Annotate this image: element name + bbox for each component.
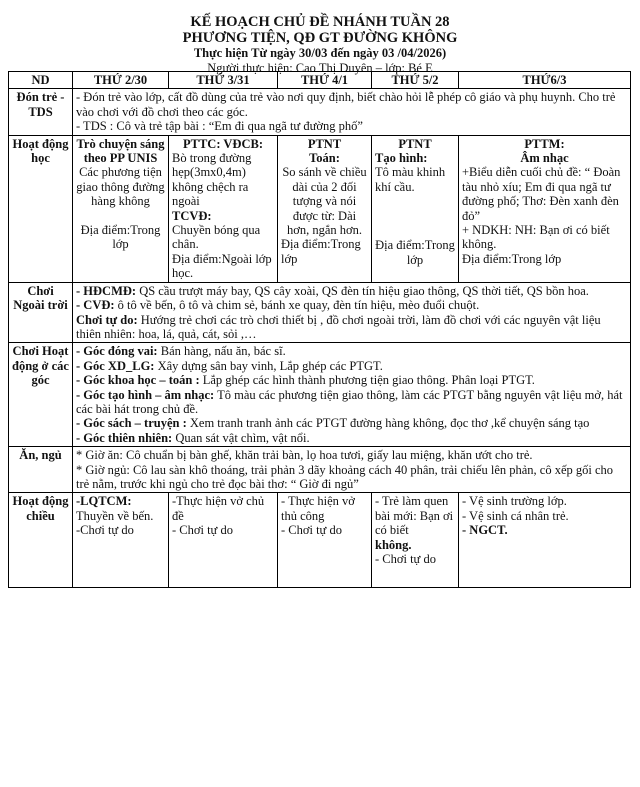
chieu-fri-line: - Vệ sinh cá nhân trẻ. xyxy=(462,508,569,523)
list-item xyxy=(76,416,627,430)
chieu-mon-line: -LQTCM: xyxy=(76,494,132,509)
goc-text: Lắp ghép các hình thành phương tiện giao thông. Phân loại PTGT. xyxy=(199,373,535,388)
goc-text: Quan sát vật chìm, vật nổi. xyxy=(172,430,310,445)
row-label-hoat-dong-chieu: Hoạt động chiều xyxy=(9,493,73,588)
hdh-mon-title: Trò chuyện sáng theo PP UNIS xyxy=(76,136,165,166)
col-header-fri: THỨ6/3 xyxy=(459,72,631,89)
hdh-wed-place: Địa điểm:Trong lớp xyxy=(281,237,361,266)
hdh-thu-sub: Tạo hình: xyxy=(375,151,428,166)
chieu-wed-line: - Chơi tự do xyxy=(281,523,342,538)
title-line-1: KẾ HOẠCH CHỦ ĐỀ NHÁNH TUẦN 28 xyxy=(190,14,450,30)
document-header xyxy=(0,14,640,75)
hdh-wed-body: So sánh về chiều dài của 2 đối tượng và nói được từ: Dài hơn, ngắn hơn. xyxy=(282,165,367,238)
weekly-plan-table xyxy=(8,71,631,588)
goc-name: - Góc sách – truyện : xyxy=(76,416,187,431)
chieu-mon-line: Thuyền về bến. xyxy=(76,508,154,523)
row-label-choi-goc: Chơi Hoạt động ở các góc xyxy=(9,343,73,447)
row-choi-ngoai-troi xyxy=(9,282,631,343)
chieu-fri xyxy=(459,493,631,588)
row-an-ngu xyxy=(9,447,631,493)
chieu-fri-line: - Vệ sinh trường lớp. xyxy=(462,494,567,509)
chieu-thu-line: không. xyxy=(375,537,412,552)
hdh-thu-place: Địa điểm:Trong lớp xyxy=(375,238,455,267)
row-label-hoat-dong-hoc: Hoạt động học xyxy=(9,135,73,282)
row-label-don-tre: Đón trẻ - TDS xyxy=(9,89,73,135)
hdh-tue-body3: Chuyền bóng qua chân. xyxy=(172,223,261,252)
row-hoat-dong-chieu xyxy=(9,493,631,588)
hdh-tue-body2: hẹp(3mx0,4m) không chệch ra ngoài xyxy=(172,165,249,209)
hdcmd-text: QS cầu trượt máy bay, QS cây xoài, QS đèn tín hiệu giao thông, QS thời tiết, QS bồn hoa. xyxy=(136,283,589,298)
hdh-fri-body: +Biểu diễn cuối chủ đề: “ Đoàn tàu nhỏ xíu; Em đi qua ngã tư đường phố; Thơ: Đèn xanh đèn đỏ” xyxy=(462,165,621,223)
hdh-wed-title: PTNT xyxy=(307,136,342,151)
row-label-choi-ngoai-troi: Chơi Ngoài trời xyxy=(9,282,73,343)
cvd-label: - CVĐ: xyxy=(76,298,115,313)
hdh-fri-sub: Âm nhạc xyxy=(520,151,569,166)
tds-text: - TDS : Cô và trẻ tập bài : “Em đi qua ngã tư đường phố” xyxy=(76,119,363,134)
chieu-wed xyxy=(278,493,372,588)
goc-text: Tô màu các phương tiện giao thông, làm các PTGT bằng nguyên vật liệu mở, hát các bài hát trong chủ đề. xyxy=(76,387,623,416)
gio-an-text: * Giờ ăn: Cô chuẩn bị bàn ghế, khăn trải bàn, lọ hoa tươi, giấy lau miệng, khăn ướt cho trẻ. xyxy=(76,448,533,463)
hdh-fri-ndkh: + NDKH: NH: Bạn ơi có biết không. xyxy=(462,223,610,252)
chieu-fri-line: - NGCT. xyxy=(462,523,508,538)
goc-text: Xây dựng sân bay vinh, Lắp ghép các PTGT. xyxy=(154,358,383,373)
ctd-label: Chơi tự do: xyxy=(76,312,138,327)
gio-ngu-text: * Giờ ngủ: Cô lau sàn khô thoáng, trải phản 3 dãy khoảng cách 40 phân, trải chiếu lên phản, cô xếp gối cho trẻ nằm, trước khi ngủ cho trẻ đọc bài thơ: “ Giờ đi ngủ” xyxy=(76,462,614,491)
goc-name: - Góc thiên nhiên: xyxy=(76,430,173,445)
chieu-thu-line: - Chơi tự do xyxy=(375,552,436,566)
chieu-thu xyxy=(372,493,459,588)
choi-ngoai-troi-content xyxy=(73,282,631,343)
hdh-fri-title: PTTM: xyxy=(524,136,565,151)
goc-text: Bán hàng, nấu ăn, bác sĩ. xyxy=(157,344,286,359)
chieu-wed-line: - Thực hiện vở thủ công xyxy=(281,494,355,523)
hdh-mon-place: Địa điểm:Trong lớp xyxy=(80,222,161,252)
row-choi-goc xyxy=(9,343,631,447)
hdh-thu xyxy=(372,135,459,282)
teacher-line: Người thực hiện: Cao Thị Duyên – lớp: Bé E xyxy=(207,61,433,75)
list-item xyxy=(76,373,627,387)
date-range: Thực hiện Từ ngày 30/03 đến ngày 03 /04/2026) xyxy=(193,46,447,60)
goc-name: - Góc đóng vai: xyxy=(76,344,158,359)
chieu-mon xyxy=(73,493,169,588)
hdh-tue-body1: Bò trong đường xyxy=(172,151,252,166)
hdh-thu-title: PTNT xyxy=(398,136,432,151)
ctd-text: Hướng trẻ chơi các trò chơi thiết bị , đồ chơi ngoài trời, làm đồ chơi với các nguyên vật liệu thiên nhiên: hoa, lá, quả, cát, sỏi ,… xyxy=(76,312,601,341)
hdh-fri-place: Địa điểm:Trong lớp xyxy=(462,251,562,266)
hdh-thu-body: Tô màu khinh khí cầu. xyxy=(375,165,446,194)
hdh-tue-place: Địa điểm:Ngoài lớp học. xyxy=(172,251,272,281)
list-item xyxy=(76,388,627,417)
row-hoat-dong-hoc xyxy=(9,135,631,282)
title-line-2: PHƯƠNG TIỆN, QĐ GT ĐƯỜNG KHÔNG xyxy=(182,30,458,46)
col-header-nd: ND xyxy=(9,72,73,89)
an-ngu-content xyxy=(73,447,631,493)
hdh-tue xyxy=(169,135,278,282)
hdh-wed-sub: Toán: xyxy=(309,151,340,166)
chieu-tue-line: -Thực hiện vở chủ đề xyxy=(172,494,265,523)
chieu-mon-line: -Chơi tự do xyxy=(76,523,134,538)
goc-name: - Góc XD_LG: xyxy=(76,358,155,373)
goc-name: - Góc khoa học – toán : xyxy=(76,373,200,388)
don-tre-text: - Đón trẻ vào lớp, cất đồ dùng của trẻ vào nơi quy định, biết chào hỏi lễ phép cô giáo và phụ huynh. Cho trẻ vào chơi với đồ chơi theo các góc. xyxy=(76,90,616,119)
row-don-tre xyxy=(9,89,631,135)
hdcmd-label: - HĐCMĐ: xyxy=(76,283,137,298)
table-header-row xyxy=(9,72,631,89)
list-item xyxy=(76,344,627,358)
col-header-thu: THỨ 5/2 xyxy=(372,72,459,89)
choi-goc-content xyxy=(73,343,631,447)
chieu-tue xyxy=(169,493,278,588)
col-header-tue: THỨ 3/31 xyxy=(169,72,278,89)
row-label-an-ngu: Ăn, ngủ xyxy=(9,447,73,493)
hdh-fri xyxy=(459,135,631,282)
cvd-text: ô tô về bến, ô tô và chim sẻ, bánh xe quay, đèn tín hiệu, mèo đuổi chuột. xyxy=(114,298,480,313)
list-item xyxy=(76,359,627,373)
goc-name: - Góc tạo hình – âm nhạc: xyxy=(76,387,215,402)
chieu-tue-line: - Chơi tự do xyxy=(172,523,233,538)
hdh-mon-body: Các phương tiện giao thông đường hàng không xyxy=(76,165,165,209)
hdh-tue-sub: TCVĐ: xyxy=(172,208,212,223)
hdh-wed xyxy=(278,135,372,282)
don-tre-content xyxy=(73,89,631,135)
chieu-thu-line: - Trẻ làm quen bài mới: Bạn ơi có biết xyxy=(375,494,454,538)
hdh-mon xyxy=(73,135,169,282)
col-header-mon: THỨ 2/30 xyxy=(73,72,169,89)
goc-text: Xem tranh tranh ảnh các PTGT đường hàng không, đọc thơ ,kể chuyện sáng tạo xyxy=(186,416,590,431)
col-header-wed: THỨ 4/1 xyxy=(278,72,372,89)
list-item xyxy=(76,431,627,445)
hdh-tue-title: PTTC: VĐCB: xyxy=(183,136,263,151)
